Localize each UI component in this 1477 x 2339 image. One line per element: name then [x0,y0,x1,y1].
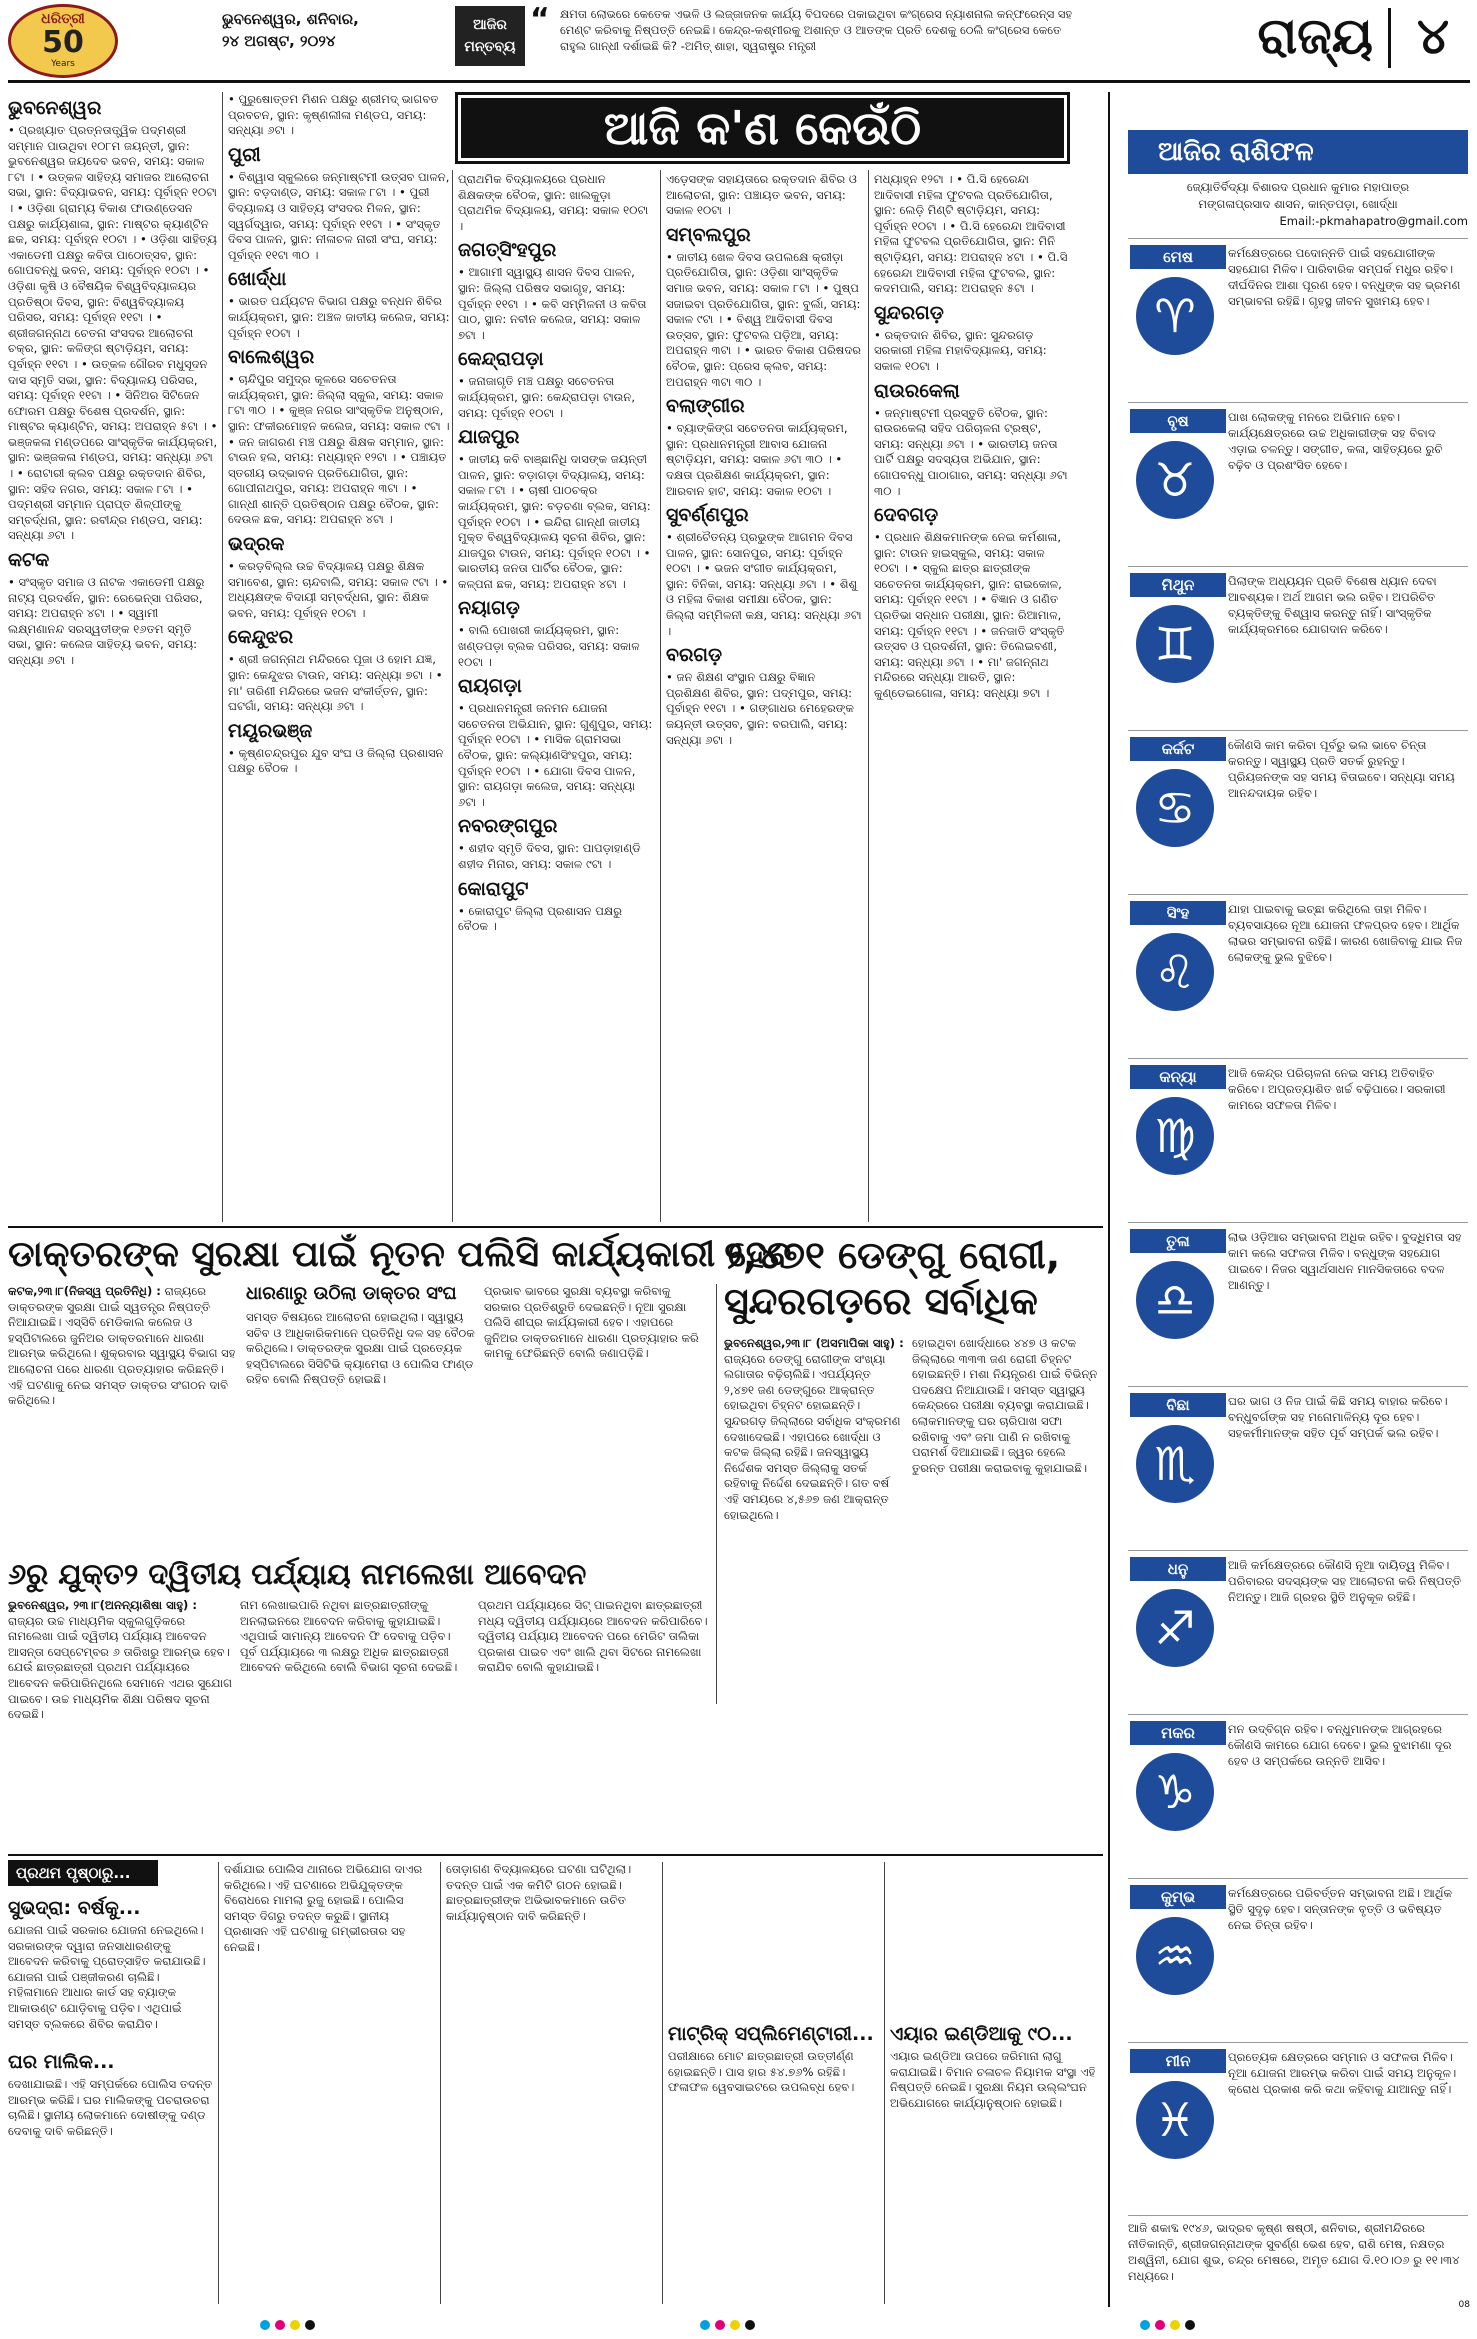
front-rule [8,1854,1103,1856]
event-district-heading: ପୁରୀ [228,143,261,166]
story2-text-2: ନାମ ଲେଖାଇପାରି ନଥିବା ଛାତ୍ରଛାତ୍ରୀଙ୍କୁ ଅନଲାଇନରେ ଆବେଦନ କରିବାକୁ କୁହାଯାଇଛି। ଏଥିପାଇଁ ସାମାନ୍ୟ ଆବେଦନ ଫି ଦେବାକୁ ପଡ଼ିବ। ପୂର୍ବ ପର୍ଯ୍ୟାୟରେ ୩ ଲକ୍ଷରୁ ଅଧିକ ଛାତ୍ରଛାତ୍ରୀ ଆବେଦନ କରିଥିଲେ ବୋଲି ବିଭାଗ ସୂଚନା ଦେଇଛି। [240,1598,458,1675]
event-listing: • ଜନ ଶିକ୍ଷଣ ସଂସ୍ଥାନ ପକ୍ଷରୁ ବିଜ୍ଞାନ ପ୍ରଶିକ୍ଷଣ ଶିବିର, ସ୍ଥାନ: ପଦ୍ମପୁର, ସମୟ: ପୂର୍ବାହ୍ନ ୧୧ଟା । • ଗଙ୍ଗାଧର ମେହେରଙ୍କ ଜୟନ୍ତୀ ଉତ୍ସବ, ସ୍ଥାନ: ବରପାଲି, ସମୟ: ସନ୍ଧ୍ୟା ୬ଟା । [666,670,854,747]
rashi-entry [1128,1058,1468,1223]
rashi-entry [1128,1550,1468,1715]
zodiac-icon: ♌ [1136,933,1214,1011]
event-district-heading: କେନ୍ଦ୍ରାପଡ଼ା [458,348,544,371]
front-1-heading: ସୁଭଦ୍ରା: ବର୍ଷକୁ... [8,1897,141,1919]
zodiac-icon: ♈ [1136,277,1214,355]
zodiac-icon: ♑ [1136,1753,1214,1831]
column-divider [222,92,223,1222]
section-title: ରାଜ୍ୟ [1257,7,1373,65]
front-5-heading: ମାଟ୍ରିକ୍ ସପ୍ଲିମେଣ୍ଟାରୀ... [668,2023,874,2045]
zodiac-icon: ♍ [1136,1097,1214,1175]
event-district-heading: ଭୁବନେଶ୍ୱର [8,97,102,119]
column-divider [440,1862,441,2304]
rashi-prediction: କର୍ମକ୍ଷେତ୍ରରେ ପରିବର୍ତ୍ତନ ସମ୍ଭାବନା ଅଛି। ଆର୍ଥିକ ସ୍ଥିତି ସୁଦୃଢ଼ ହେବ। ସନ୍ତାନଙ୍କ ବୃତ୍ତି ଓ ଭବିଷ୍ୟତ ନେଇ ଚିନ୍ତା ରହିବ। [1228,1886,1453,1932]
event-district-heading: ନୟାଗଡ଼ [458,597,520,620]
story1-col1 [8,1284,238,1549]
issue-date: ୨୪ ଅଗଷ୍ଟ, ୨୦୨୪ [222,32,336,50]
event-listing: ମଧ୍ୟାହ୍ନ ୧୨ଟା । • ପି.ସି ହେରେନ୍ଦା ଆଦିବାସୀ ମହିଳା ଫୁଟବଲ ପ୍ରତିଯୋଗିତା, ସ୍ଥାନ: ଲେଡ଼ି ମିଣ୍ଟି ଷ୍ଟାଡ଼ିୟମ, ସମୟ: ପୂର୍ବାହ୍ନ ୧୦ଟା । • ପି.ସି ହେରେନ୍ଦା ଆଦିବାସୀ ମହିଳା ଫୁଟବଲ ପ୍ରତିଯୋଗିତା, ସ୍ଥାନ: ମିନି ଷ୍ଟାଡ଼ିୟମ, ସମୟ: ଅପରାହ୍ନ ୪ଟା । • ପି.ସି ହେରେନ୍ଦା ଆଦିବାସୀ ମହିଳା ଫୁଟବଲ, ସ୍ଥାନ: କଦମପାଲି, ସମୟ: ଅପରାହ୍ନ ୫ଟା । [874,172,1068,296]
event-listing: • ଚାନ୍ଦିପୁର ସମୁଦ୍ର କୂଳରେ ସଚେତନତା କାର୍ଯ୍ୟକ୍ରମ, ସ୍ଥାନ: ଜିଲ୍ଲା ସ୍କୁଲ, ସମୟ: ସକାଳ ୮ଟା ୩୦ । • କୁଞ୍ଜ ନଗର ସାଂସ୍କୃତିକ ଅନୁଷ୍ଠାନ, ସ୍ଥାନ: ଫକୀରମୋହନ କଲେଜ, ସମୟ: ସକାଳ ୯ଟା । • ଜନ ଜାଗରଣ ମଞ୍ଚ ପକ୍ଷରୁ ଶିକ୍ଷକ ସମ୍ମାନ, ସ୍ଥାନ: ଟାଉନ ହଲ, ସମୟ: ମଧ୍ୟାହ୍ନ ୧୨ଟା । • ପଞ୍ଚାୟତ ସ୍ତରୀୟ ଉଦ୍ଭାବନ ପ୍ରତିଯୋଗିତା, ସ୍ଥାନ: ଗୋପୀନାଥପୁର, ସମୟ: ଅପରାହ୍ନ ୩ଟା । • ଗାନ୍ଧୀ ଶାନ୍ତି ପ୍ରତିଷ୍ଠାନ ପକ୍ଷରୁ ବୈଠକ, ସ୍ଥାନ: ଦେଉଳ ଛକ, ସମୟ: ଅପରାହ୍ନ ୪ଟା । [228,372,450,527]
logo-title: ଧରିତ୍ରୀ [41,11,85,27]
rashi-name: ଧନୁ [1130,1557,1226,1581]
front-1-text: ଯୋଜନା ପାଇଁ ସରକାର ଯୋଜନା ନେଇଥିଲେ। ସରକାରଙ୍କ ଦ୍ୱାରା ଜନସାଧାରଣଙ୍କୁ ଆବେଦନ କରିବାକୁ ପ୍ରୋତ୍ସାହିତ କରାଯାଉଛି। ଯୋଜନା ପାଇଁ ପଞ୍ଜୀକରଣ ଚାଲିଛି। ମହିଳାମାନେ ଆଧାର କାର୍ଡ ସହ ବ୍ୟାଙ୍କ ଆକାଉଣ୍ଟ ଯୋଡ଼ିବାକୁ ପଡ଼ିବ। ଏଥିପାଇଁ ସମସ୍ତ ବ୍ଲକରେ ଶିବିର କରାଯିବ। [8,1923,206,2031]
event-listing: ପ୍ରାଥମିକ ବିଦ୍ୟାଳୟରେ ପ୍ରଧାନ ଶିକ୍ଷକଙ୍କ ବୈଠକ, ସ୍ଥାନ: ଖାଲକୁଡ଼ା ପ୍ରାଥମିକ ବିଦ୍ୟାଳୟ, ସମୟ: ସକାଳ ୧୦ଟା । [458,172,649,233]
story2-text-1: ରାଜ୍ୟର ଉଚ୍ଚ ମାଧ୍ୟମିକ ସ୍କୁଲଗୁଡ଼ିକରେ ନାମଲେଖା ପାଇଁ ଦ୍ୱିତୀୟ ପର୍ଯ୍ୟାୟ ଆବେଦନ ଆସନ୍ତା ସେପ୍ଟେମ୍ବର ୬ ତାରିଖରୁ ଆରମ୍ଭ ହେବ। ଯେଉଁ ଛାତ୍ରଛାତ୍ରୀ ପ୍ରଥମ ପର୍ଯ୍ୟାୟରେ ଆବେଦନ କରିପାରିନଥିଲେ ସେମାନେ ଏଥର ସୁଯୋଗ ପାଇବେ। ଉଚ୍ଚ ମାଧ୍ୟମିକ ଶିକ୍ଷା ପରିଷଦ ସୂଚନା ଦେଇଛି। [8,1613,233,1722]
story2-col3 [478,1598,710,1848]
event-listing: • କରଡ଼ବିଲ୍ଲ ଉଚ୍ଚ ବିଦ୍ୟାଳୟ ପକ୍ଷରୁ ଶିକ୍ଷକ ସମାବେଶ, ସ୍ଥାନ: ଚାନ୍ଦବାଲି, ସମୟ: ସକାଳ ୯ଟା । • ଅଧ୍ୟକ୍ଷଙ୍କ ବିଦାୟୀ ସମ୍ବର୍ଦ୍ଧନା, ସ୍ଥାନ: ଶିକ୍ଷକ ଭବନ, ସମୟ: ପୂର୍ବାହ୍ନ ୧୦ଟା । [228,559,449,620]
zodiac-icon: ♏ [1136,1425,1214,1503]
zodiac-icon: ♋ [1136,769,1214,847]
rashi-name: ତୁଳା [1130,1229,1226,1253]
zodiac-icon: ♐ [1136,1589,1214,1667]
rashi-prediction: କୌଣସି କାମ କରିବା ପୂର୍ବରୁ ଭଲ ଭାବେ ଚିନ୍ତା କରନ୍ତୁ। ସ୍ୱାସ୍ଥ୍ୟ ପ୍ରତି ସତର୍କ ରୁହନ୍ତୁ। ପ୍ରିୟଜନଙ୍କ ସହ ସମୟ ବିତାଇବେ। ସନ୍ଧ୍ୟା ସମୟ ଆନନ୍ଦଦାୟକ ରହିବ। [1228,738,1455,800]
rashi-entry [1128,1714,1468,1879]
front-col-2 [224,1862,434,2304]
date-block [222,10,442,50]
story3-headline-line1 [724,1232,1104,1324]
events-column-5 [874,172,1070,1222]
event-district-heading: ବଲାଙ୍ଗୀର [666,395,745,418]
event-district-heading: ବାଲେଶ୍ୱର [228,346,315,369]
event-district-heading: ସୁବର୍ଣ୍ଣପୁର [666,504,749,527]
story1-text-1: ରାଜ୍ୟରେ ଡାକ୍ତରଙ୍କ ସୁରକ୍ଷା ପାଇଁ ସ୍ୱତନ୍ତ୍ର ନିଷ୍ପତ୍ତି ନିଆଯାଇଛି। ଏସ୍‌ସିବି ମେଡିକାଲ କଲେଜ ଓ ହସ୍ପିଟାଲରେ ଜୁନିଅର ଡାକ୍ତରମାନେ ଧାରଣା ଆରମ୍ଭ କରିଥିଲେ। ଶୁକ୍ରବାର ସ୍ୱାସ୍ଥ୍ୟ ବିଭାଗ ସହ ଆଲୋଚନା ପରେ ଧାରଣା ପ୍ରତ୍ୟାହାର କରିଛନ୍ତି। ଏହି ଘଟଣାକୁ ନେଇ ସମସ୍ତ ଡାକ୍ତର ସଂଗଠନ ଦାବି କରିଥିଲେ। [8,1284,236,1408]
page-number: ୪ [1416,7,1450,65]
quote-text: କ୍ଷମତା ଲୋଭରେ କେତେକ ଏଭଳି ଓ ଲଜ୍ଜାଜନକ କାର୍ଯ୍ୟ ବିପଦରେ ପକାଇଥିବା କଂଗ୍ରେସ ନ୍ୟାଶନାଲ କନ୍ଫରେନ୍ସ ସହ ମେଣ୍ଟ କରିବାକୁ ନିଷ୍ପତ୍ତି ନେଇଛି। କେନ୍ଦ୍ର-କଶ୍ମୀରକୁ ଅଶାନ୍ତ ଓ ଆତଙ୍କ ପ୍ରତି ଦେଶକୁ ଠେଲି କଂଗ୍ରେସ କେତେ ରାହୁଲ ଗାନ୍ଧୀ ଦର୍ଶାଇଛି କି? -ଅମିତ୍ ଶାହା, ସ୍ୱରାଷ୍ଟ୍ର ମନ୍ତ୍ରୀ [560,7,1073,53]
story3-text-2: ହୋଇଥିବା ଖୋର୍ଦ୍ଧାରେ ୪୪୭ ଓ କଟକ ଜିଲ୍ଲାରେ ୩୩୩ ଜଣ ରୋଗୀ ଚିହ୍ନଟ ହୋଇଛନ୍ତି। ମଶା ନିୟନ୍ତ୍ରଣ ପାଇଁ ବିଭିନ୍ନ ପଦକ୍ଷେପ ନିଆଯାଉଛି। ସମସ୍ତ ସ୍ୱାସ୍ଥ୍ୟ କେନ୍ଦ୍ରରେ ପରୀକ୍ଷା ବ୍ୟବସ୍ଥା କରାଯାଇଛି। ଲୋକମାନଙ୍କୁ ଘର ଚାରିପାଖ ସଫା ରଖିବାକୁ ଏବଂ ଜମା ପାଣି ନ ରଖିବାକୁ ପରାମର୍ଶ ଦିଆଯାଇଛି। ଜ୍ୱର ହେଲେ ତୁରନ୍ତ ପରୀକ୍ଷା କରାଇବାକୁ କୁହାଯାଇଛି। [912,1336,1098,1475]
event-listing: • ପୁରୁଷୋତ୍ତମ ମିଶନ ପକ୍ଷରୁ ଶ୍ରୀମଦ୍ ଭାଗବତ ପ୍ରବଚନ, ସ୍ଥାନ: କୃଷ୍ଣଲୀଳା ମଣ୍ଡପ, ସମୟ: ସନ୍ଧ୍ୟା ୬ଟା । [228,92,439,138]
rashi-prediction: ଯାହା ପାଇବାକୁ ଇଚ୍ଛା କରିଥିଲେ ତାହା ମିଳିବ। ବ୍ୟବସାୟରେ ନୂଆ ଯୋଜନା ଫଳପ୍ରଦ ହେବ। ଆର୍ଥିକ ଲାଭର ସମ୍ଭାବନା ରହିଛି। କାରଣ ଖୋଜିବାକୁ ଯାଇ ନିଜ ଲୋକଙ୍କୁ ଭୁଲ ବୁଝିବେ। [1228,902,1463,964]
rashi-name: ମୀନ [1130,2049,1226,2073]
events-column-2 [228,92,450,1222]
story1-col3 [484,1284,709,1549]
story3-col2 [912,1336,1102,1846]
rashi-entry [1128,238,1468,403]
rashi-prediction: ଆଜି କର୍ମକ୍ଷେତ୍ରରେ କୌଣସି ନୂଆ ଦାୟିତ୍ୱ ମିଳିବ। ପରିବାରର ସଦସ୍ୟଙ୍କ ସହ ଆଲୋଚନା କରି ନିଷ୍ପତ୍ତି ନିଅନ୍ତୁ। ଆଜି ଗ୍ରହର ସ୍ଥିତି ଅନୁକୂଳ ରହିଛି। [1228,1558,1462,1604]
front-col-1 [8,1892,213,2304]
rashi-entry [1128,894,1468,1059]
rashi-entry [1128,1878,1468,2043]
story2-text-3: ପ୍ରଥମ ପର୍ଯ୍ୟାୟରେ ସିଟ୍ ପାଇନଥିବା ଛାତ୍ରଛାତ୍ରୀ ମଧ୍ୟ ଦ୍ୱିତୀୟ ପର୍ଯ୍ୟାୟରେ ଆବେଦନ କରିପାରିବେ। ଦ୍ୱିତୀୟ ପର୍ଯ୍ୟାୟ ଆବେଦନ ପରେ ମେରିଟ ତାଲିକା ପ୍ରକାଶ ପାଇବ ଏବଂ ଖାଲି ଥିବା ସିଟରେ ନାମଲେଖା କରାଯିବ ବୋଲି କୁହାଯାଇଛି। [478,1598,708,1675]
event-district-heading: ବରଗଡ଼ [666,644,723,667]
rashiphala-header [1128,130,1468,174]
rashi-name: ବୃଷ [1130,409,1226,433]
story3-col1 [724,1336,904,1846]
event-district-heading: ସମ୍ବଲପୁର [666,223,751,246]
rashi-prediction: କର୍ମକ୍ଷେତ୍ରରେ ପଦୋନ୍ନତି ପାଇଁ ସହଯୋଗୀଙ୍କ ସହଯୋଗ ମିଳିବ। ପାରିବାରିକ ସମ୍ପର୍କ ମଧୁର ରହିବ। ଦୀର୍ଘଦିନର ଆଶା ପୂରଣ ହେବ। ବନ୍ଧୁଙ୍କ ସହ ଭ୍ରମଣ ସମ୍ଭାବନା ରହିଛି। ଗୃହସ୍ଥ ଜୀବନ ସୁଖମୟ ହେବ। [1228,246,1461,308]
zodiac-icon: ♊ [1136,605,1214,683]
events-column-4 [666,172,862,1222]
story1-headline: ଡାକ୍ତରଙ୍କ ସୁରକ୍ଷା ପାଇଁ ନୂତନ ପଲିସି କାର୍ଯ୍ୟକାରୀ ହେବ [8,1234,792,1275]
front-col-3 [446,1862,656,2304]
front-5-text: ପରୀକ୍ଷାରେ ମୋଟ ଛାତ୍ରଛାତ୍ରୀ ଉତ୍ତୀର୍ଣ୍ଣ ହୋଇଛନ୍ତି। ପାସ ହାର ୫୪.୭୬% ରହିଛି। ଫଳାଫଳ ୱେବସାଇଟରେ ଉପଲବ୍ଧ ହେବ। [668,2049,855,2095]
rashi-prediction: ଘର ଭାଗ ଓ ନିଜ ପାଇଁ କିଛି ସମୟ ବାହାର କରିବେ। ବନ୍ଧୁବର୍ଗଙ୍କ ସହ ମନୋମାଳିନ୍ୟ ଦୂର ହେବ। ସହକର୍ମୀମାନଙ୍କ ସହିତ ପୂର୍ବ ସମ୍ପର୍କ ଭଲ ରହିବ। [1228,1394,1448,1440]
event-district-heading: କେନ୍ଦୁଝର [228,626,294,649]
event-listing: • ଶ୍ରୀଚୈତନ୍ୟ ପ୍ରଭୁଙ୍କ ଆଗମନ ଦିବସ ପାଳନ, ସ୍ଥାନ: ସୋନପୁର, ସମୟ: ପୂର୍ବାହ୍ନ ୧୦ଟା । • ଭଜନ ସଂଗୀତ କାର୍ଯ୍ୟକ୍ରମ, ସ୍ଥାନ: ବିନିକା, ସମୟ: ସନ୍ଧ୍ୟା ୬ଟା । • ଶିଶୁ ଓ ମହିଳା ବିକାଶ ସମୀକ୍ଷା ବୈଠକ, ସ୍ଥାନ: ଜିଲ୍ଲା ସମ୍ମିଳନୀ କକ୍ଷ, ସମୟ: ସନ୍ଧ୍ୟା ୬ଟା । [666,530,862,638]
front-2-heading: ଘର ମାଲିକ... [8,2051,115,2074]
event-listing: • ଆଗାମୀ ସ୍ୱାସ୍ଥ୍ୟ ଶାସନ ଦିବସ ପାଳନ, ସ୍ଥାନ: ଜିଲ୍ଲା ପରିଷଦ ସଭାଗୃହ, ସମୟ: ପୂର୍ବାହ୍ନ ୧୧ଟା । • କବି ସମ୍ମିଳନୀ ଓ କବିତା ପାଠ, ସ୍ଥାନ: ନବୀନ କଲେଜ, ସମୟ: ସକାଳ ୭ଟା । [458,265,647,342]
logo-years-label: Years [51,59,75,69]
rashi-name: ସିଂହ [1130,901,1226,925]
front-2-text: ଦେଖାଯାଇଛି। ଏହି ସମ୍ପର୍କରେ ପୋଲିସ ତଦନ୍ତ ଆରମ୍ଭ କରିଛି। ଘର ମାଲିକଙ୍କୁ ପଚରାଉଚରା ଚାଲିଛି। ସ୍ଥାନୀୟ ଲୋକମାନେ ଦୋଷୀଙ୍କୁ ଦଣ୍ଡ ଦେବାକୁ ଦାବି କରିଛନ୍ତି। [8,2077,213,2138]
logo [8,4,118,78]
masthead-rule [8,80,1470,83]
events-banner [455,92,1070,164]
astrologer-address: ମଙ୍ଗଳାପ୍ରସାଦ ଶାସନ, କାନ୍ତପଡ଼ା, ଖୋର୍ଦ୍ଧା [1198,197,1398,211]
quote-tag: ଆଜିର ମନ୍ତବ୍ୟ [455,6,525,66]
event-district-heading: ଭଦ୍ରକ [228,533,285,556]
event-district-heading: ରାୟଗଡ଼ା [458,675,522,698]
front-3-text: ଦର୍ଶାଯାଇ ପୋଲିସ ଥାନାରେ ଅଭିଯୋଗ ଦାଏର କରିଥିଲେ। ଏହି ଘଟଣାରେ ଅଭିଯୁକ୍ତଙ୍କ ବିରୋଧରେ ମାମଲା ରୁଜୁ ହୋଇଛି। ପୋଲିସ ସମସ୍ତ ଦିଗରୁ ତଦନ୍ତ କରୁଛି। ସ୍ଥାନୀୟ ପ୍ରଶାସନ ଏହି ଘଟଣାକୁ ଗମ୍ଭୀରତାର ସହ ନେଇଛି। [224,1862,423,1954]
story2-headline: ୬ରୁ ଯୁକ୍ତ୨ ଦ୍ୱିତୀୟ ପର୍ଯ୍ୟାୟ ନାମଲେଖା ଆବେଦନ [8,1557,587,1591]
event-listing: • ବ୍ୟାଙ୍କିଙ୍ଗ ସଚେତନତା କାର୍ଯ୍ୟକ୍ରମ, ସ୍ଥାନ: ପ୍ରଧାନମନ୍ତ୍ରୀ ଆବାସ ଯୋଜନା ଷ୍ଟାଡ଼ିୟମ, ସମୟ: ସକାଳ ୬ଟା ୩୦ । • ଦକ୍ଷତା ପ୍ରଶିକ୍ଷଣ କାର୍ଯ୍ୟକ୍ରମ, ସ୍ଥାନ: ଆରବାନ ହାଟ, ସମୟ: ସକାଳ ୧୦ଟା । [666,421,848,498]
column-divider [452,170,453,1222]
event-listing: • ଶହୀଦ ସ୍ମୃତି ଦିବସ, ସ୍ଥାନ: ପାପଡ଼ାହାଣ୍ଡି ଶହୀଦ ମିନାର, ସମୟ: ସକାଳ ୯ଟା । [458,841,641,871]
column-divider [1108,92,1110,2307]
story3-text-1: ରାଜ୍ୟରେ ଡେଙ୍ଗୁ ରୋଗୀଙ୍କ ସଂଖ୍ୟା ଲଗାତାର ବଢ଼ିଚାଲିଛି। ଏପର୍ଯ୍ୟନ୍ତ ୨,୪୭୧ ଜଣ ଡେଙ୍ଗୁରେ ଆକ୍ରାନ୍ତ ହୋଇଥିବା ଚିହ୍ନଟ ହୋଇଛନ୍ତି। ସୁନ୍ଦରଗଡ଼ ଜିଲ୍ଲାରେ ସର୍ବାଧିକ ସଂକ୍ରମଣ ଦେଖାଦେଇଛି। ଏହାପରେ ଖୋର୍ଦ୍ଧା ଓ କଟକ ଜିଲ୍ଲା ରହିଛି। ଜନସ୍ୱାସ୍ଥ୍ୟ ନିର୍ଦ୍ଦେଶକ ସମସ୍ତ ଜିଲ୍ଲାକୁ ସତର୍କ ରହିବାକୁ ନିର୍ଦ୍ଦେଶ ଦେଇଛନ୍ତି। ଗତ ବର୍ଷ ଏହି ସମୟରେ ୪,୫୬୭ ଜଣ ଆକ୍ରାନ୍ତ ହୋଇଥିଲେ। [724,1351,901,1522]
rashi-name: ମକର [1130,1721,1226,1745]
story1-text-3: ପ୍ରଭାବ ଭାବରେ ସୁରକ୍ଷା ବ୍ୟବସ୍ଥା କରିବାକୁ ସରକାର ପ୍ରତିଶ୍ରୁତି ଦେଇଛନ୍ତି। ନୂଆ ସୁରକ୍ଷା ପଲିସି ଶୀଘ୍ର କାର୍ଯ୍ୟକାରୀ ହେବ। ଏହାପରେ ଜୁନିଅର ଡାକ୍ତରମାନେ ଧାରଣା ପ୍ରତ୍ୟାହାର କରି କାମକୁ ଫେରିଛନ୍ତି ବୋଲି ଜଣାପଡ଼ିଛି। [484,1284,699,1361]
event-listing: • ଭାରତ ପର୍ଯ୍ୟଟନ ବିଭାଗ ପକ୍ଷରୁ ବନ୍ଧନ ଶିବିର କାର୍ଯ୍ୟକ୍ରମ, ସ୍ଥାନ: ଅଞ୍ଚଳ ଜାତୀୟ କଲେଜ, ସମୟ: ପୂର୍ବାହ୍ନ ୧୦ଟା । [228,294,450,340]
events-column-3 [458,172,654,1222]
column-divider [868,170,869,1222]
rashi-prediction: ମନ ଉଦ୍ବିଗ୍ନ ରହିବ। ବନ୍ଧୁମାନଙ୍କ ଆଗ୍ରହରେ କୌଣସି କାମରେ ଯୋଗ ଦେବେ। ଭୁଲ ବୁଝାମଣା ଦୂର ହେବ ଓ ସମ୍ପର୍କରେ ଉନ୍ନତି ଆସିବ। [1228,1722,1452,1768]
column-divider [884,1862,885,2304]
event-district-heading: ଖୋର୍ଦ୍ଧା [228,268,287,291]
quote-mark-icon: “ [530,2,550,37]
event-listing: • କୃଷ୍ଣଚନ୍ଦ୍ରପୁର ଯୁବ ସଂଘ ଓ ଜିଲ୍ଲା ପ୍ରଶାସନ ପକ୍ଷରୁ ବୈଠକ । [228,745,444,776]
logo-years: 50 [42,25,84,60]
event-listing: • ଜାତୀୟ ଖେଳ ଦିବସ ଉପଲକ୍ଷେ କ୍ରୀଡ଼ା ପ୍ରତିଯୋଗିତା, ସ୍ଥାନ: ଓଡ଼ିଶା ସାଂସ୍କୃତିକ ସମାଜ ଭବନ, ସମୟ: ସକାଳ ୮ଟା । • ପୁଷ୍ପ ସଜାଇବା ପ୍ରତିଯୋଗିତା, ସ୍ଥାନ: ବୁର୍ଲା, ସମୟ: ସକାଳ ୯ଟା । • ବିଶ୍ୱ ଆଦିବାସୀ ଦିବସ ଉତ୍ସବ, ସ୍ଥାନ: ଫୁଟବଲ ପଡ଼ିଆ, ସମୟ: ଅପରାହ୍ନ ୩ଟା । • ଭାରତ ବିକାଶ ପରିଷଦର ବୈଠକ, ସ୍ଥାନ: ପ୍ରେସ କ୍ଲବ, ସମୟ: ଅପରାହ୍ନ ୩ଟା ୩୦ । [666,249,862,389]
section-divider [1388,8,1391,68]
rashi-name: ବିଛା [1130,1393,1226,1417]
story2-dateline: ଭୁବନେଶ୍ୱର, ୨୩।୮(ଅନନ୍ୟାଶିଷା ସାହୁ) : [8,1598,198,1612]
rashi-name: ମେଷ [1130,245,1226,269]
rashi-entry [1128,1386,1468,1551]
story1-dateline: କଟକ,୨୩।୮(ନିଜସ୍ୱ ପ୍ରତିନିଧି) : [8,1284,161,1298]
story-divider [716,1284,717,1704]
event-listing: • ସଂସ୍କୃତ ସମାଜ ଓ ନାଟକ ଏକାଡେମୀ ପକ୍ଷରୁ ନାଟ୍ୟ ପ୍ରଦର୍ଶନ, ସ୍ଥାନ: ରେଭେନ୍ସା ପରିସର, ସମୟ: ଅପରାହ୍ନ ୪ଟା । • ସ୍ୱାମୀ ଲକ୍ଷ୍ମଣାନନ୍ଦ ସରସ୍ୱତୀଙ୍କ ୧୬ତମ ସ୍ମୃତି ସଭା, ସ୍ଥାନ: କଲେଜ ସାହିତ୍ୟ ଭବନ, ସମୟ: ସନ୍ଧ୍ୟା ୬ଟା । [8,575,205,667]
city-day: ଭୁବନେଶ୍ୱର, ଶନିବାର, [222,10,359,28]
event-district-heading: ରାଉରକେଲା [874,379,960,402]
event-district-heading: କୋରାପୁଟ [458,877,529,900]
event-listing: • ରକ୍ତଦାନ ଶିବିର, ସ୍ଥାନ: ସୁନ୍ଦରଗଡ଼ ସରକାରୀ ମହିଳା ମହାବିଦ୍ୟାଳୟ, ସମୟ: ସକାଳ ୧୦ଟା । [874,327,1047,373]
masthead [0,0,1477,82]
event-listing: • ପ୍ରଖ୍ୟାତ ପ୍ରତ୍ନତାତ୍ତ୍ୱିକ ପଦ୍ମଶ୍ରୀ ସମ୍ମାନ ପାଉଥିବା ୧୦୮ମ ଜୟନ୍ତୀ, ସ୍ଥାନ: ଭୁବନେଶ୍ୱର ଜୟଦେବ ଭବନ, ସମୟ: ସକାଳ ୮ଟା । • ଉତ୍କଳ ସାହିତ୍ୟ ସମାଜର ଆଲୋଚନା ସଭା, ସ୍ଥାନ: ବିଦ୍ୟାଭବନ, ସମୟ: ପୂର୍ବାହ୍ନ ୧୦ଟା । • ଓଡ଼ିଶା ଗ୍ରାମ୍ୟ ବିକାଶ ଫାଉଣ୍ଡେସନ ପକ୍ଷରୁ କାର୍ଯ୍ୟଶାଳା, ସ୍ଥାନ: ମାଷ୍ଟର କ୍ୟାଣ୍ଟିନ ଛକ, ସମୟ: ପୂର୍ବାହ୍ନ ୧୦ଟା । • ଓଡ଼ିଶା ସାହିତ୍ୟ ଏକାଡେମୀ ପକ୍ଷରୁ କବିତା ପାଠୋତ୍ସବ, ସ୍ଥାନ: ଗୋପବନ୍ଧୁ ଭବନ, ସମୟ: ପୂର୍ବାହ୍ନ ୧୦ଟା । • ଓଡ଼ିଶା କୃଷି ଓ ବୈଷୟିକ ବିଶ୍ୱବିଦ୍ୟାଳୟର ପ୍ରତିଷ୍ଠା ଦିବସ, ସ୍ଥାନ: ବିଶ୍ୱବିଦ୍ୟାଳୟ ପରିସର, ସମୟ: ପୂର୍ବାହ୍ନ ୧୧ଟା । • ଶ୍ରୀଜଗନ୍ନାଥ ଚେତନା ସଂସଦର ଆଲୋଚନା ଚକ୍ର, ସ୍ଥାନ: କଳିଙ୍ଗ ଷ୍ଟାଡ଼ିୟମ, ସମୟ: ପୂର୍ବାହ୍ନ ୧୧ଟା । • ଉତ୍କଳ ଗୌରବ ମଧୁସୂଦନ ଦାସ ସ୍ମୃତି ସଭା, ସ୍ଥାନ: ବିଦ୍ୟାଳୟ ପରିସର, ସମୟ: ପୂର୍ବାହ୍ନ ୧୧ଟା । • ସିନିଅର ସିଟିଜେନ ଫୋରମ ପକ୍ଷରୁ ବିଶେଷ ପ୍ରଦର୍ଶନ, ସ୍ଥାନ: ମାଷ୍ଟର କ୍ୟାଣ୍ଟିନ, ସମୟ: ଅପରାହ୍ନ ୫ଟା । • ଭଞ୍ଜକଳା ମଣ୍ଡପରେ ସାଂସ୍କୃତିକ କାର୍ଯ୍ୟକ୍ରମ, ସ୍ଥାନ: ଭଞ୍ଜକଳା ମଣ୍ଡପ, ସମୟ: ସନ୍ଧ୍ୟା ୬ଟା । • ରୋଟାରୀ କ୍ଲବ ପକ୍ଷରୁ ରକ୍ତଦାନ ଶିବିର, ସ୍ଥାନ: ସହିଦ ନଗର, ସମୟ: ସକାଳ ୮ଟା । • ପଦ୍ମଶ୍ରୀ ସମ୍ମାନ ପ୍ରାପ୍ତ ଶିଳ୍ପୀଙ୍କୁ ସମ୍ବର୍ଦ୍ଧନା, ସ୍ଥାନ: ରବୀନ୍ଦ୍ର ମଣ୍ଡପ, ସମୟ: ସନ୍ଧ୍ୟା ୬ଟା । [8,123,218,543]
event-district-heading: ମୟୂରଭଞ୍ଜ [228,719,313,742]
event-district-heading: ଜଗତ୍‌ସିଂହପୁର [458,239,557,262]
event-listing: • ବିଶ୍ୱାସ ସ୍କୁଲରେ ଜନ୍ମାଷ୍ଟମୀ ଉତ୍ସବ ପାଳନ, ସ୍ଥାନ: ବଡ଼ଦାଣ୍ଡ, ସମୟ: ସକାଳ ୮ଟା । • ପୁରୀ ବିଦ୍ୟାଳୟ ଓ ସାହିତ୍ୟ ସଂସଦର ମିଳନ, ସ୍ଥାନ: ସ୍ୱର୍ଗଦ୍ୱାର, ସମୟ: ପୂର୍ବାହ୍ନ ୧୧ଟା । • ସଂସ୍କୃତ ଦିବସ ପାଳନ, ସ୍ଥାନ: ନୀଳାଚଳ ନାରୀ ସଂଘ, ସମୟ: ପୂର୍ବାହ୍ନ ୧୧ଟା ୩୦ । [228,169,450,262]
event-listing: • ଜାତୀୟ କବି ବାଞ୍ଛାନିଧି ଦାସଙ୍କ ଜୟନ୍ତୀ ପାଳନ, ସ୍ଥାନ: ବଡ଼ାଗଡ଼ା ବିଦ୍ୟାଳୟ, ସମୟ: ସକାଳ ୮ଟା । • ଚାଷୀ ପାଠଚକ୍ର କାର୍ଯ୍ୟକ୍ରମ, ସ୍ଥାନ: ବଡ଼ଚଣା ବ୍ଲକ, ସମୟ: ପୂର୍ବାହ୍ନ ୧୦ଟା । • ଇନ୍ଦିରା ଗାନ୍ଧୀ ଜାତୀୟ ମୁକ୍ତ ବିଶ୍ୱବିଦ୍ୟାଳୟ ସୂଚନା ଶିବିର, ସ୍ଥାନ: ଯାଜପୁର ଟାଉନ, ସମୟ: ପୂର୍ବାହ୍ନ ୧୦ଟା । • ଭାରତୀୟ ଜନତା ପାର୍ଟିର ବୈଠକ, ସ୍ଥାନ: କଳ୍ପନା ଛକ, ସମୟ: ଅପରାହ୍ନ ୪ଟା । [458,452,651,591]
event-listing: • ପ୍ରଧାନ ଶିକ୍ଷକମାନଙ୍କ ନେଇ କର୍ମଶାଳା, ସ୍ଥାନ: ଟାଉନ ହାଇସ୍କୁଲ, ସମୟ: ସକାଳ ୧୦ଟା । • ସ୍କୁଲ ଛାତ୍ର ଛାତ୍ରୀଙ୍କ ସଚେତନତା କାର୍ଯ୍ୟକ୍ରମ, ସ୍ଥାନ: ରାଇକୋଳ, ସମୟ: ପୂର୍ବାହ୍ନ ୧୧ଟା । • ବିଜ୍ଞାନ ଓ ଗଣିତ ପ୍ରତିଭା ସନ୍ଧାନ ପରୀକ୍ଷା, ସ୍ଥାନ: ରିଆମାଳ, ସମୟ: ପୂର୍ବାହ୍ନ ୧୧ଟା । • ଜନଜାତି ସଂସ୍କୃତି ଉତ୍ସବ ଓ ପ୍ରଦର୍ଶନୀ, ସ୍ଥାନ: ତିଲେଇବଣୀ, ସମୟ: ସନ୍ଧ୍ୟା ୬ଟା । • ମା' ଜଗନ୍ନାଥ ମନ୍ଦିରରେ ସନ୍ଧ୍ୟା ଆରତି, ସ୍ଥାନ: କୁଣ୍ଡେଇଗୋଳା, ସମୟ: ସନ୍ଧ୍ୟା ୭ଟା । [874,530,1065,701]
rashi-prediction: ପାଖ ଲୋକଙ୍କୁ ମନରେ ଅଭିମାନ ହେବ। କାର୍ଯ୍ୟକ୍ଷେତ୍ରରେ ଉଚ୍ଚ ଅଧିକାରୀଙ୍କ ସହ ବିବାଦ ଏଡ଼ାଇ ଚଳନ୍ତୁ। ସଙ୍ଗୀତ, କଳା, ସାହିତ୍ୟରେ ରୁଚି ବଢ଼ିବ ଓ ପ୍ରଶଂସିତ ହେବେ। [1228,410,1443,472]
rashi-entry [1128,2042,1468,2207]
astrologer-email: Email:-pkmahapatro@gmail.com [1279,214,1468,228]
event-listing: • ପ୍ରଧାନମନ୍ତ୍ରୀ ଜନମନ ଯୋଜନା ସଚେତନତା ଅଭିଯାନ, ସ୍ଥାନ: ଗୁଣୁପୁର, ସମୟ: ପୂର୍ବାହ୍ନ ୧୦ଟା । • ମାସିକ ଗ୍ରାମସଭା ବୈଠକ, ସ୍ଥାନ: କଲ୍ୟାଣସିଂହପୁର, ସମୟ: ପୂର୍ବାହ୍ନ ୧୦ଟା । • ଯୋଗା ଦିବସ ପାଳନ, ସ୍ଥାନ: ରାୟଗଡ଼ା କଲେଜ, ସମୟ: ସନ୍ଧ୍ୟା ୬ଟା । [458,701,653,809]
rashi-name: ମିଥୁନ [1130,573,1226,597]
zodiac-icon: ♉ [1136,441,1214,519]
story2-col2 [240,1598,470,1848]
front-col-5 [890,1862,1102,2304]
story3-headline: ୨,୪୭୧ ଡେଙ୍ଗୁ ରୋଗୀ, ସୁନ୍ଦରଗଡ଼ରେ ସର୍ବାଧିକ [724,1233,1061,1323]
front-6-heading: ଏୟାର ଇଣ୍ଡିଆକୁ ୯୦... [890,2023,1073,2045]
astrologer-name: ଜ୍ୟୋତିର୍ବିଦ୍ୟା ବିଶାରଦ ପ୍ରଧାନ କୁମାର ମହାପାତ୍ର [1186,180,1410,194]
story1-col2 [246,1310,476,1550]
registration-marks [0,2318,1477,2332]
column-divider [662,1862,663,2304]
rashi-name: କୁମ୍ଭ [1130,1885,1226,1909]
event-district-heading: ନବରଙ୍ଗପୁର [458,815,558,838]
event-listing: • କୋରାପୁଟ ଜିଲ୍ଲା ପ୍ରଶାସନ ପକ୍ଷରୁ ବୈଠକ । [458,903,623,934]
front-page-tag: ପ୍ରଥମ ପୃଷ୍ଠାରୁ... [8,1860,158,1886]
rashi-prediction: ପିଲାଙ୍କ ଅଧ୍ୟୟନ ପ୍ରତି ବିଶେଷ ଧ୍ୟାନ ଦେବା ଆବଶ୍ୟକ। ଅର୍ଥ ଆଗମ ଭଲ ରହିବ। ଅପରିଚିତ ବ୍ୟକ୍ତିଙ୍କୁ ବିଶ୍ୱାସ କରନ୍ତୁ ନାହିଁ। ସାଂସ୍କୃତିକ କାର୍ଯ୍ୟକ୍ରମରେ ଯୋଗଦାନ କରିବେ। [1228,574,1437,636]
rashi-entry [1128,566,1468,731]
front-col-4 [668,1862,878,2304]
front-6-text: ଏୟାର ଇଣ୍ଡିଆ ଉପରେ ଜରିମାନା ଲାଗୁ କରାଯାଇଛି। ବିମାନ ଚଳାଚଳ ନିୟାମକ ସଂସ୍ଥା ଏହି ନିଷ୍ପତ୍ତି ନେଇଛି। ସୁରକ୍ଷା ନିୟମ ଉଲ୍ଲଂଘନ ଅଭିଯୋଗରେ କାର୍ଯ୍ୟାନୁଷ୍ଠାନ ହୋଇଛି। [890,2049,1096,2110]
rashi-prediction: ଆଜି କେନ୍ଦ୍ର ପରିଚାଳନା ନେଇ ସମୟ ଅତିବାହିତ କରିବେ। ଅପ୍ରତ୍ୟାଶିତ ଖର୍ଚ୍ଚ ବଢ଼ିପାରେ। ସରକାରୀ କାମରେ ସଫଳତା ମିଳିବ। [1228,1066,1446,1112]
event-district-heading: ସୁନ୍ଦରଗଡ଼ [874,301,944,324]
rashi-prediction: ପ୍ରତ୍ୟେକ କ୍ଷେତ୍ରରେ ସମ୍ମାନ ଓ ସଫଳତା ମିଳିବ। ନୂଆ ଯୋଜନା ଆରମ୍ଭ କରିବା ପାଇଁ ସମୟ ଅନୁକୂଳ। କ୍ରୋଧ ପ୍ରକାଶ କରି କଥା କହିବାକୁ ଯାଆନ୍ତୁ ନାହିଁ। [1228,2050,1457,2096]
events-column-1 [8,92,218,1222]
panjika-text: ଆଜି ଶକାବ୍ଦ ୧୯୪୬, ଭାଦ୍ରବ କୃଷ୍ଣ ଷଷ୍ଠୀ, ଶନିବାର, ଶ୍ରୀମନ୍ଦିରରେ ନୀତିକାନ୍ତି, ଶ୍ରୀଜଗନ୍ନାଥଙ୍କ ସୁବର୍ଣ୍ଣ ଭେଶ ହେବ, ରାଶି ମେଷ, ନକ୍ଷତ୍ର ଅଶ୍ୱିନୀ, ଯୋଗ ଶୁଭ, ଚନ୍ଦ୍ର ମେଷରେ, ଅମୃତ ଯୋଗ ଦି.୧୦।୦୬ ରୁ ୧୧।୩୪ ମଧ୍ୟରେ। [1128,2215,1468,2305]
rashi-entry [1128,402,1468,567]
story2-col1 [8,1598,233,1848]
rashiphala-title: ଆଜିର ରାଶିଫଳ [1158,137,1314,167]
story1-text-2: ସମସ୍ତ ବିଷୟରେ ଆଲୋଚନା ହୋଇଥିଲା। ସ୍ୱାସ୍ଥ୍ୟ ସଚିବ ଓ ଆଧିକାରିକମାନେ ପ୍ରତିନିଧି ଦଳ ସହ ବୈଠକ କରିଥିଲେ। ଡାକ୍ତରଙ୍କ ସୁରକ୍ଷା ପାଇଁ ପ୍ରତ୍ୟେକ ହସ୍ପିଟାଲରେ ସିସିଟିଭି କ୍ୟାମେରା ଓ ପୋଲିସ ଫାଣ୍ଡ ରହିବ ବୋଲି ନିଷ୍ପତ୍ତି ହୋଇଛି। [246,1310,475,1387]
events-bottom-rule [8,1226,1103,1228]
event-district-heading: ଦେବଗଡ଼ [874,504,939,527]
event-district-heading: କଟକ [8,549,50,572]
event-listing: ଏଡ଼େସଙ୍କ ସହାୟତାରେ ରକ୍ତଦାନ ଶିବିର ଓ ଆଲୋଚନା, ସ୍ଥାନ: ପଞ୍ଚାୟତ ଭବନ, ସମୟ: ସକାଳ ୧୦ଟା । [666,172,857,218]
footer-page-number: 08 [1458,2300,1470,2310]
rashi-entry [1128,730,1468,895]
front-4-text: ତୋଡ଼ାଗଣ ବିଦ୍ୟାଳୟରେ ଘଟଣା ଘଟିଥିଲା। ତଦନ୍ତ ପାଇଁ ଏକ କମିଟି ଗଠନ ହୋଇଛି। ଛାତ୍ରଛାତ୍ରୀଙ୍କ ଅଭିଭାବକମାନେ ଉଚିତ କାର୍ଯ୍ୟାନୁଷ୍ଠାନ ଦାବି କରିଛନ୍ତି। [446,1862,632,1923]
story3-dateline: ଭୁବନେଶ୍ୱର,୨୩।୮ (ଅସମାପିକା ସାହୁ) : [724,1336,904,1350]
rashi-name: କର୍କଟ [1130,737,1226,761]
rashi-prediction: ଲାଭ ଓଡ଼ିଆର ସମ୍ଭାବନା ଅଧିକ ରହିବ। ବୁଦ୍ଧିମତା ସହ କାମ କଲେ ସଫଳତା ମିଳିବ। ବନ୍ଧୁଙ୍କ ସହଯୋଗ ପାଇବେ। ନିଜର ସ୍ୱାର୍ଥସାଧନ ମାନସିକତାରେ ବଦଳ ଆଣନ୍ତୁ। [1228,1230,1462,1292]
rashi-name: କନ୍ୟା [1130,1065,1226,1089]
column-divider [218,1862,219,2304]
zodiac-icon: ♓ [1136,2081,1214,2159]
column-divider [660,170,661,1222]
event-listing: • ଜନାଜାଗୃତି ମଞ୍ଚ ପକ୍ଷରୁ ସଚେତନତା କାର୍ଯ୍ୟକ୍ରମ, ସ୍ଥାନ: କେନ୍ଦ୍ରାପଡ଼ା ଟାଉନ, ସମୟ: ପୂର୍ବାହ୍ନ ୧୦ଟା । [458,374,636,420]
zodiac-icon: ♒ [1136,1917,1214,1995]
event-listing: • ଜନ୍ମାଷ୍ଟମୀ ପ୍ରସ୍ତୁତି ବୈଠକ, ସ୍ଥାନ: ରାଉରକେଲା ସହିଦ ପରିଚାଳନା ଟ୍ରଷ୍ଟ, ସମୟ: ସନ୍ଧ୍ୟା ୬ଟା । • ଭାରତୀୟ ଜନତା ପାର୍ଟି ପକ୍ଷରୁ ସଦସ୍ୟତା ଅଭିଯାନ, ସ୍ଥାନ: ଗୋପବନ୍ଧୁ ପାଠାଗାର, ସମୟ: ସନ୍ଧ୍ୟା ୬ଟା ୩୦ । [874,405,1068,498]
story1-subhead: ଧାରଣାରୁ ଉଠିଲା ଡାକ୍ତର ସଂଘ [246,1283,457,1304]
rashi-entry [1128,1222,1468,1387]
event-listing: • ଶ୍ରୀ ଜଗନ୍ନାଥ ମନ୍ଦିରରେ ପୂଜା ଓ ହୋମ ଯଜ୍ଞ, ସ୍ଥାନ: କେନ୍ଦୁଝର ଟାଉନ, ସମୟ: ସନ୍ଧ୍ୟା ୭ଟା । • ମା' ତାରିଣୀ ମନ୍ଦିରରେ ଭଜନ ସଂକୀର୍ତ୍ତନ, ସ୍ଥାନ: ଘଟଗାଁ, ସମୟ: ସନ୍ଧ୍ୟା ୬ଟା । [228,652,443,714]
event-listing: • ବାଲି ପୋଖରୀ କାର୍ଯ୍ୟକ୍ରମ, ସ୍ଥାନ: ଖଣ୍ଡପଡ଼ା ବ୍ଲକ ପରିସର, ସମୟ: ସକାଳ ୧୦ଟା । [458,623,640,669]
event-district-heading: ଯାଜପୁର [458,426,520,449]
zodiac-icon: ♎ [1136,1261,1214,1339]
events-banner-title: ଆଜି କ'ଣ କେଉଁଠି [603,101,922,155]
